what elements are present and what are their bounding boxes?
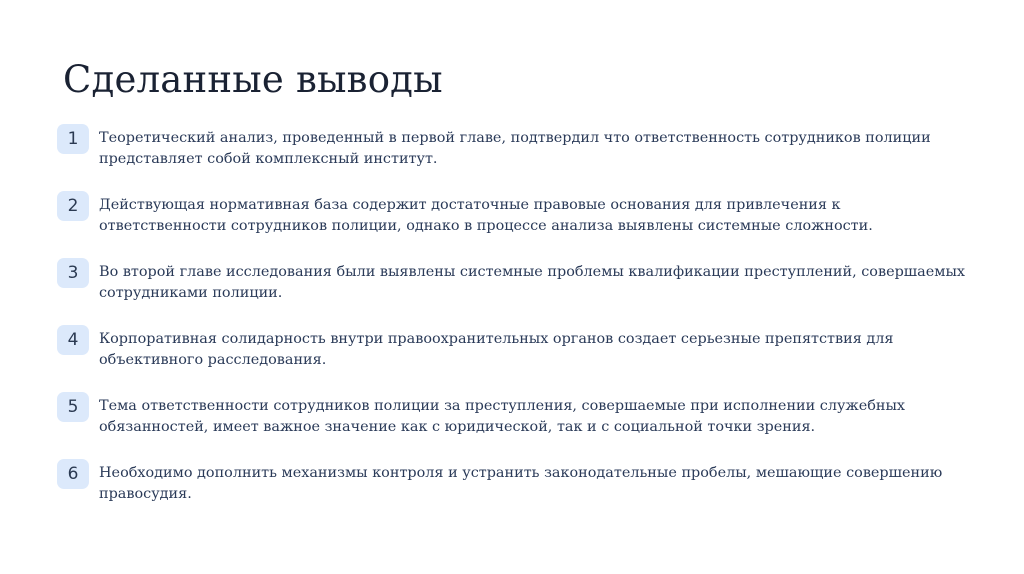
item-number-badge: 1 [57, 124, 89, 154]
list-item [57, 325, 977, 385]
item-text: Тема ответственности сотрудников полиции за преступления, совершаемые при исполнении служебных обязанностей, имеет важное значение как с юридической, так и с социальной точки зрения. [99, 398, 906, 435]
item-text: Действующая нормативная база содержит достаточные правовые основания для привлечения к ответственности сотрудников полиции, однако в процессе анализа выявлены системные сложности. [99, 197, 873, 234]
list-item [57, 124, 977, 184]
item-text: Теоретический анализ, проведенный в первой главе, подтвердил что ответственность сотрудников полиции представляет собой комплексный институт. [99, 130, 931, 167]
item-number-badge: 4 [57, 325, 89, 355]
item-number-badge: 6 [57, 459, 89, 489]
item-number-badge: 3 [57, 258, 89, 288]
list-item [57, 392, 977, 452]
item-text: Во второй главе исследования были выявлены системные проблемы квалификации преступлений, совершаемых сотрудниками полиции. [99, 264, 966, 301]
item-text: Корпоративная солидарность внутри правоохранительных органов создает серьезные препятствия для объективного расследования. [99, 331, 894, 368]
list-item [57, 258, 977, 318]
list-item [57, 459, 977, 519]
slide-title: Сделанные выводы [63, 58, 443, 101]
item-number-badge: 5 [57, 392, 89, 422]
item-text: Необходимо дополнить механизмы контроля и устранить законодательные пробелы, мешающие совершению правосудия. [99, 465, 943, 502]
list-item [57, 191, 977, 251]
item-number-badge: 2 [57, 191, 89, 221]
